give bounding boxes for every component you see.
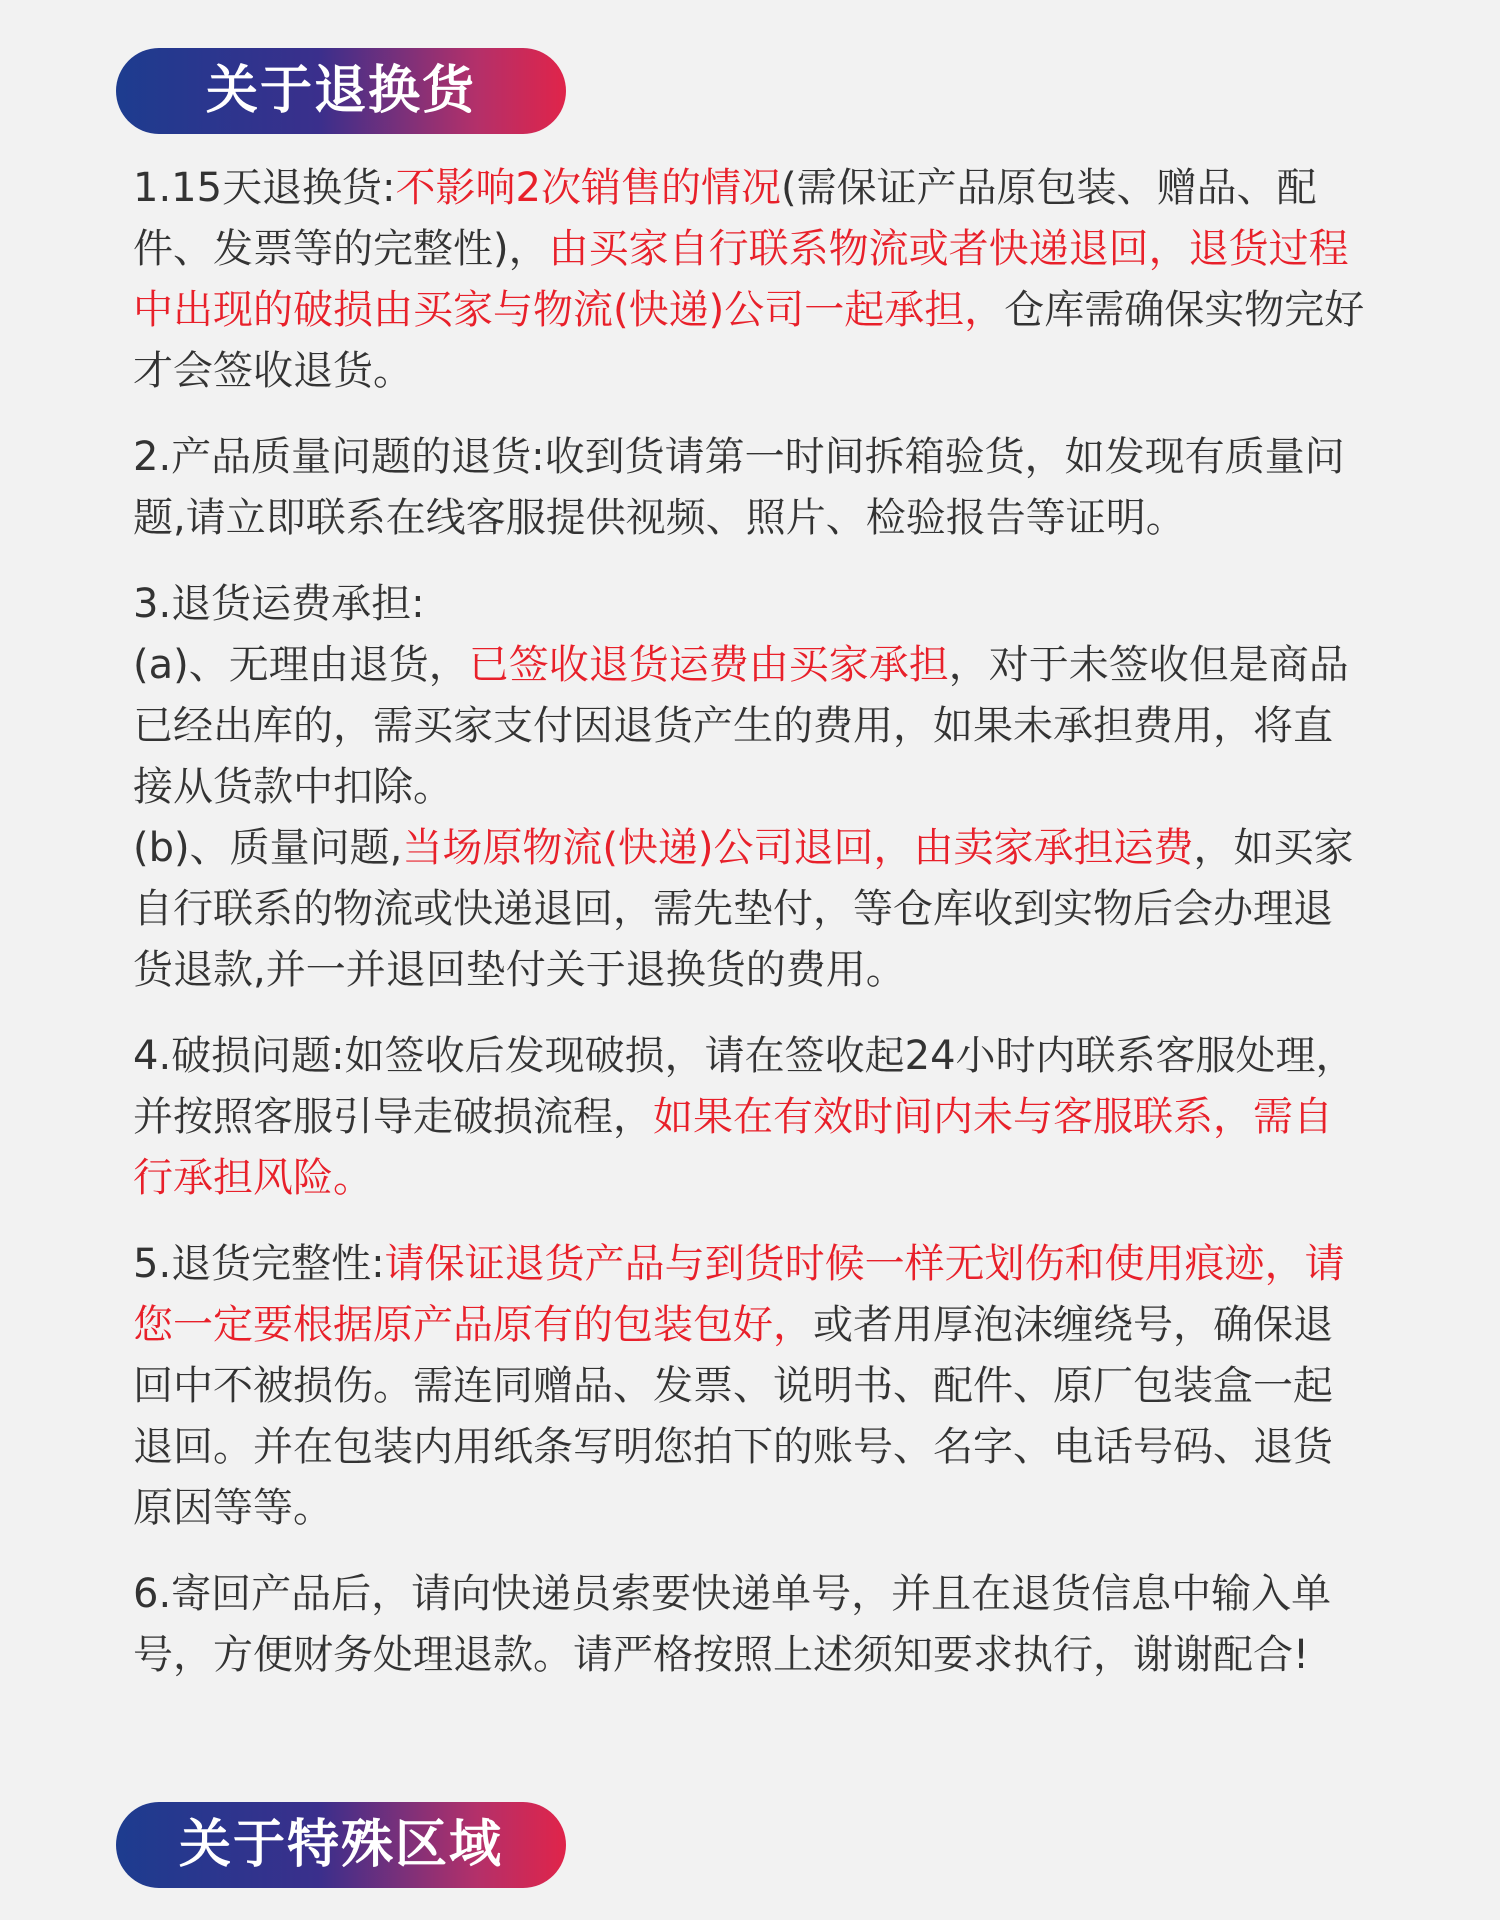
policy-3a-text: ，对于未签收但是商品已经出库的，需买家支付因退货产生的费用，如果未承担费用，将直接从货款中扣除。 [133,642,1349,810]
policy-3-title: 3.退货运费承担: [133,581,425,627]
policy-4-highlight: 如果在有效时间内未与客服联系，需自行承担风险。 [133,1094,1333,1201]
policy-3b-label: (b)、质量问题, [133,825,403,871]
policy-1-warehouse: 仓库需确保实物完好才会签收退货。 [133,287,1365,394]
policy-5-highlight: 请保证退货产品与到货时候一样无划伤和使用痕迹，请您一定要根据原产品原有的包装包好， [133,1241,1345,1348]
policy-item-1 [133,158,1368,402]
policy-1-label: 1.15天退换货: [133,165,396,211]
policy-3a-highlight: 已签收退货运费由买家承担 [468,642,949,688]
return-policy-content [133,158,1368,1711]
policy-3b-highlight: 当场原物流(快递)公司退回，由卖家承担运费 [402,825,1194,871]
policy-item-4 [133,1026,1368,1209]
policy-1-highlight-condition: 不影响2次销售的情况 [395,165,781,211]
policy-6-text: 6.寄回产品后，请向快递员索要快递单号，并且在退货信息中输入单号，方便财务处理退款。请严格按照上述须知要求执行，谢谢配合! [133,1571,1332,1678]
policy-1-highlight-shipping: 由买家自行联系物流或者快递退回，退货过程中出现的破损由买家与物流(快递)公司一起承担， [133,226,1349,333]
policy-5-label: 5.退货完整性: [133,1241,385,1287]
policy-item-3 [133,574,1368,1001]
policy-3a-label: (a)、无理由退货， [133,642,469,688]
section-header-returns: 关于退换货 [116,48,566,134]
policy-item-2 [133,427,1368,549]
section-header-special-regions: 关于特殊区域 [116,1802,566,1888]
policy-1-requirement: (需保证产品原包装、赠品、配件、发票等的完整性)， [133,165,1317,272]
policy-3a [133,635,1368,818]
policy-3b-text: ，如买家自行联系的物流或快递退回，需先垫付，等仓库收到实物后会办理退货退款,并一并退回垫付关于退换货的费用。 [133,825,1354,993]
policy-item-5 [133,1234,1368,1539]
policy-4-text: 4.破损问题:如签收后发现破损，请在签收起24小时内联系客服处理，并按照客服引导走破损流程， [133,1033,1356,1140]
policy-2-text: 2.产品质量问题的退货:收到货请第一时间拆箱验货，如发现有质量问题,请立即联系在线客服提供视频、照片、检验报告等证明。 [133,434,1345,541]
policy-5-text: 或者用厚泡沫缠绕号，确保退回中不被损伤。需连同赠品、发票、说明书、配件、原厂包装盒一起退回。并在包装内用纸条写明您拍下的账号、名字、电话号码、退货原因等等。 [133,1302,1333,1531]
policy-item-6 [133,1564,1368,1686]
policy-3b [133,818,1368,1001]
